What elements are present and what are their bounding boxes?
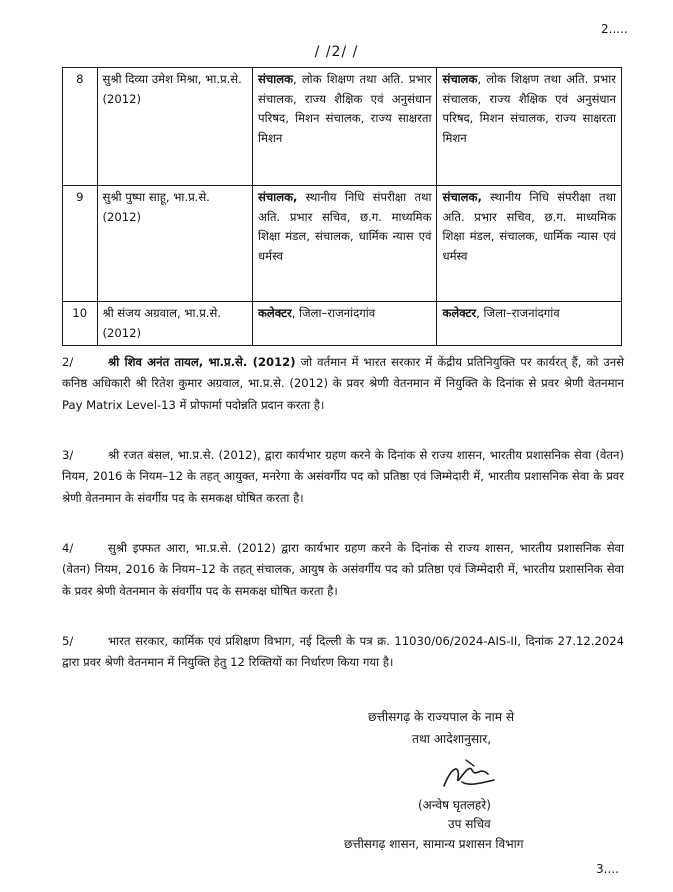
officer-table: [62, 67, 622, 346]
new-post-title: कलेक्टर: [442, 306, 477, 320]
new-post: [437, 302, 622, 346]
current-post-title: कलेक्टर: [258, 306, 292, 320]
new-post-title: संचालक: [442, 72, 478, 86]
paragraph-2: [62, 352, 624, 416]
current-post: [253, 68, 437, 186]
row-number: 8: [63, 68, 98, 186]
row-number: 9: [63, 186, 98, 302]
current-post-title: संचालक,: [258, 190, 298, 204]
closing-line-2: तथा आदेशानुसार,: [412, 732, 492, 746]
paragraph-number: 2/: [62, 355, 74, 369]
paragraph-5: [62, 631, 624, 674]
signatory-department: छत्तीसगढ़ शासन, सामान्य प्रशासन विभाग: [344, 837, 524, 851]
closing-line-1: छत्तीसगढ़ के राज्यपाल के नाम से: [368, 710, 515, 724]
officer-name: सुश्री दिव्या उमेश मिश्रा, भा.प्र.से. (2012): [97, 68, 252, 186]
paragraph-number: 5/: [62, 634, 74, 648]
current-post: [253, 186, 437, 302]
page-number-top: 2.....: [601, 22, 628, 36]
new-post-detail: स्थानीय निधि संपरीक्षा तथा अति. प्रभार सचिव, छ.ग. माध्यमिक शिक्षा मंडल, संचालक, धार्मिक न्यास एवं धर्मस्व: [442, 190, 616, 263]
new-post: [437, 186, 622, 302]
paragraph-text: भारत सरकार, कार्मिक एवं प्रशिक्षण विभाग, नई दिल्ली के पत्र क्र. 11030/06/2024-AIS-II, दिनांक 27.12.2024 द्वारा प्रवर श्रेणी वेतनमान में नियुक्ति हेतु 12 रिक्तियों का निर्धारण किया गया है।: [62, 634, 624, 670]
row-number: 10: [63, 302, 98, 346]
paragraph-4: [62, 538, 624, 602]
current-post-detail: , जिला–राजनांदगांव: [291, 306, 376, 320]
new-post-detail: , जिला–राजनांदगांव: [476, 306, 560, 320]
table-row: [63, 186, 622, 302]
paragraph-number: 4/: [62, 541, 74, 555]
signatory-name: (अन्वेष घृतलहरे): [418, 798, 491, 812]
officer-name: सुश्री पुष्पा साहू, भा.प्र.से. (2012): [97, 186, 252, 302]
new-post-detail: , लोक शिक्षण तथा अति. प्रभार संचालक, राज्य शैक्षिक एवं अनुसंधान परिषद, मिशन संचालक, राज्य साक्षरता मिशन: [442, 72, 616, 145]
page-number-bottom: 3....: [596, 862, 619, 876]
new-post-title: संचालक,: [442, 190, 482, 204]
paragraph-3: [62, 445, 624, 509]
paragraph-text: जो वर्तमान में भारत सरकार में केंद्रीय प्रतिनियुक्ति पर कार्यरत् हैं, को उनसे कनिष्ठ अधिकारी श्री रितेश कुमार अग्रवाल, भा.प्र.से. (2012) के प्रवर श्रेणी वेतनमान में नियुक्ति के दिनांक से प्रवर श्रेणी वेतनमान Pay Matrix Level-13 में प्रोफार्मा पदोन्नति प्रदान करता है।: [62, 355, 624, 412]
current-post-title: संचालक: [258, 72, 293, 86]
paragraph-text: सुश्री इफ्फत आरा, भा.प्र.से. (2012) द्वारा कार्यभार ग्रहण करने के दिनांक से राज्य शासन, भारतीय प्रशासनिक सेवा (वेतन) नियम, 2016 के नियम–12 के तहत् संचालक, आयुष के असंवर्गीय पद को प्रतिष्ठा एवं जिम्मेदारी में, भारतीय प्रशासनिक सेवा के प्रवर श्रेणी वेतनमान के संवर्गीय पद के समकक्ष घोषित करता है।: [62, 541, 624, 598]
signature-image: [438, 756, 498, 796]
signatory-designation: उप सचिव: [448, 817, 491, 831]
new-post: [437, 68, 622, 186]
current-post: [253, 302, 437, 346]
paragraph-number: 3/: [62, 448, 74, 462]
paragraph-subject: श्री शिव अनंत तायल, भा.प्र.से. (2012): [108, 355, 296, 369]
table-row: [63, 68, 622, 186]
paragraph-text: श्री रजत बंसल, भा.प्र.से. (2012), द्वारा कार्यभार ग्रहण करने के दिनांक से राज्य शासन, भारतीय प्रशासनिक सेवा (वेतन) नियम, 2016 के नियम–12 के तहत् आयुक्त, मनरेगा के असंवर्गीय पद को प्रतिष्ठा एवं जिम्मेदारी में, भारतीय प्रशासनिक सेवा के प्रवर श्रेणी वेतनमान के संवर्गीय पद के समकक्ष घोषित करता है।: [62, 448, 624, 505]
page-marker: / /2/ /: [314, 44, 359, 60]
current-post-detail: स्थानीय निधि संपरीक्षा तथा अति. प्रभार सचिव, छ.ग. माध्यमिक शिक्षा मंडल, संचालक, धार्मिक न्यास एवं धर्मस्व: [258, 190, 432, 263]
officer-name: श्री संजय अग्रवाल, भा.प्र.से. (2012): [97, 302, 252, 346]
closing-block: [356, 706, 606, 750]
current-post-detail: , लोक शिक्षण तथा अति. प्रभार संचालक, राज्य शैक्षिक एवं अनुसंधान परिषद, मिशन संचालक, राज्य साक्षरता मिशन: [258, 72, 432, 145]
table-row: [63, 302, 622, 346]
